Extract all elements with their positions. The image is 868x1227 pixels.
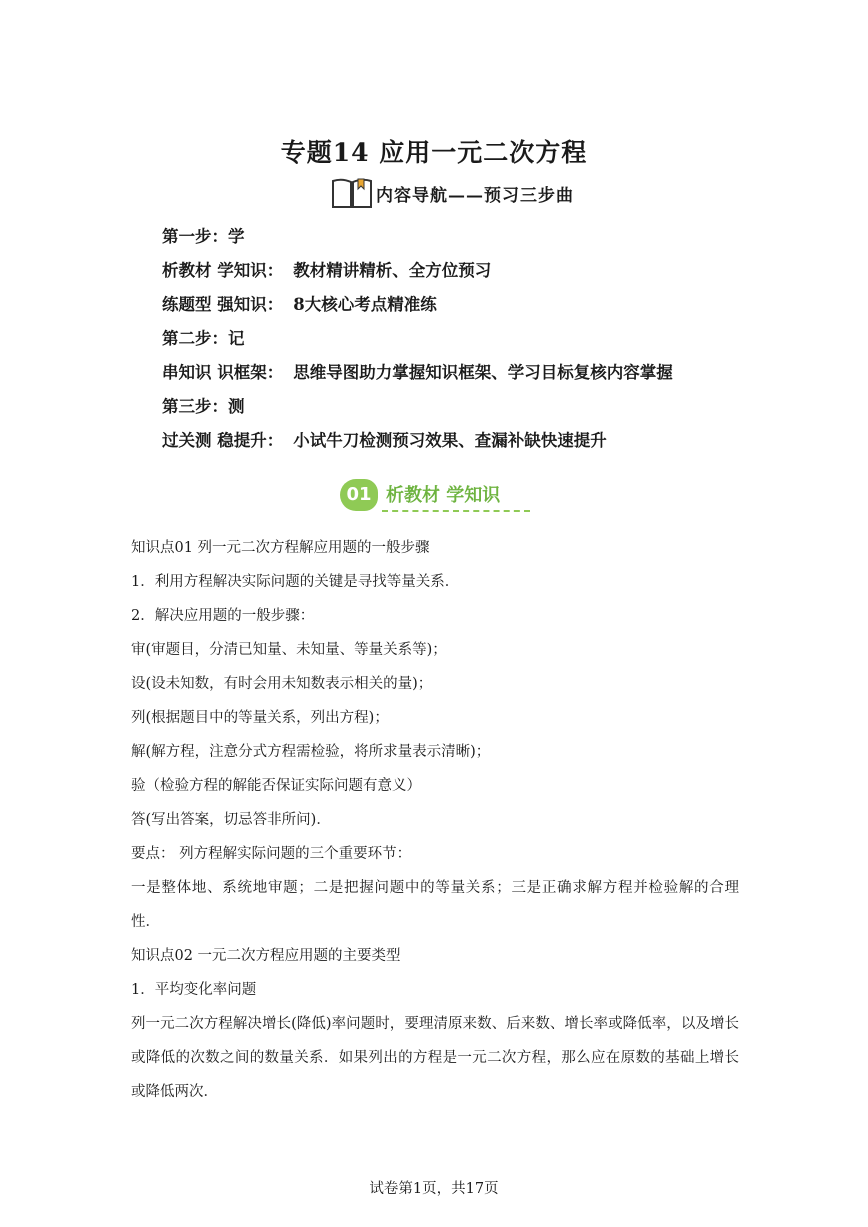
step-key: 过关测 稳提升： <box>162 431 284 450</box>
paragraph: 要点： 列方程解实际问题的三个重要环节： <box>131 846 412 862</box>
section-divider <box>382 510 530 512</box>
step-key: 第一步：学 <box>162 227 245 246</box>
step-value: 思维导图助力掌握知识框架、学习目标复核内容掌握 <box>293 363 673 382</box>
step-key: 第二步：记 <box>162 329 245 348</box>
step-key: 练题型 强知识： <box>162 295 284 314</box>
section-number-badge: 01 <box>340 479 378 511</box>
step-row <box>162 396 673 430</box>
step-value: 小试牛刀检测预习效果、查漏补缺快速提升 <box>293 431 607 450</box>
step-row <box>162 226 673 260</box>
page-title: 专题14 应用一元二次方程 <box>280 138 588 167</box>
section-title: 析教材 学知识 <box>386 485 501 506</box>
paragraph: 知识点01 列一元二次方程解应用题的一般步骤 <box>131 540 430 556</box>
paragraph: 2．解决应用题的一般步骤： <box>131 608 315 624</box>
step-row <box>162 430 673 464</box>
paragraph: 答(写出答案，切忌答非所问)． <box>131 812 331 828</box>
step-row <box>162 328 673 362</box>
step-key: 第三步：测 <box>162 397 245 416</box>
nav-label: 内容导航——预习三步曲 <box>376 185 574 206</box>
paragraph: 知识点02 一元二次方程应用题的主要类型 <box>131 948 401 964</box>
book-icon <box>330 176 374 210</box>
paragraph: 1．利用方程解决实际问题的关键是寻找等量关系． <box>131 574 460 590</box>
paragraph: 验（检验方程的解能否保证实际问题有意义） <box>131 778 421 794</box>
paragraph: 审(审题目，分清已知量、未知量、等量关系等)； <box>131 642 447 658</box>
content-nav-header <box>330 176 574 210</box>
step-row <box>162 294 673 328</box>
body-text <box>131 531 739 1109</box>
paragraph: 一是整体地、系统地审题；二是把握问题中的等量关系；三是正确求解方程并检验解的合理性． <box>131 880 739 930</box>
paragraph: 列一元二次方程解决增长(降低)率问题时，要理清原来数、后来数、增长率或降低率，以及增长或降低的次数之间的数量关系．如果列出的方程是一元二次方程，那么应在原数的基础上增长或降低两次． <box>131 1016 739 1100</box>
paragraph: 列(根据题目中的等量关系，列出方程)； <box>131 710 389 726</box>
paragraph: 解(解方程，注意分式方程需检验，将所求量表示清晰)； <box>131 744 491 760</box>
step-key: 串知识 识框架： <box>162 363 284 382</box>
step-value: 教材精讲精析、全方位预习 <box>293 261 492 280</box>
step-value: 8大核心考点精准练 <box>293 295 437 314</box>
section-header <box>340 476 530 516</box>
paragraph: 设(设未知数，有时会用未知数表示相关的量)； <box>131 676 433 692</box>
page-footer: 试卷第1页，共17页 <box>369 1181 499 1197</box>
steps-list <box>162 226 673 464</box>
paragraph: 1．平均变化率问题 <box>131 982 257 998</box>
step-key: 析教材 学知识： <box>162 261 284 280</box>
step-row <box>162 260 673 294</box>
step-row <box>162 362 673 396</box>
